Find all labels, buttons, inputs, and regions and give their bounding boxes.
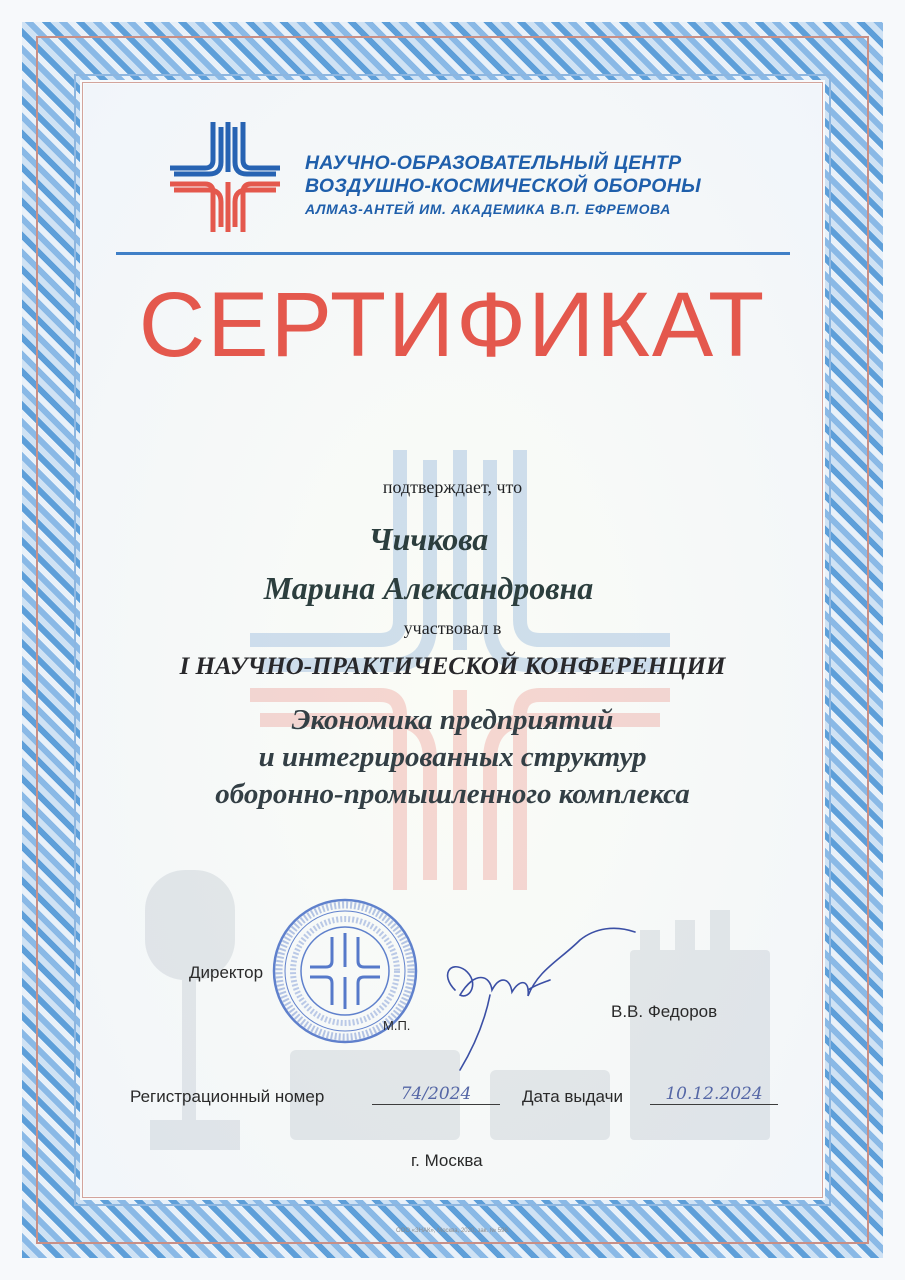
issue-date-label: Дата выдачи <box>522 1087 623 1106</box>
header-divider <box>116 252 790 255</box>
certificate-title: СЕРТИФИКАТ <box>138 274 767 376</box>
registration-number: 74/2024 <box>372 1084 500 1105</box>
organization-name-line2: ВОЗДУШНО-КОСМИЧЕСКОЙ ОБОРОНЫ <box>305 175 701 197</box>
printer-footnote: ООО «ЗНАК», Москва, 2020, зак. № 598. <box>396 1228 510 1234</box>
director-signature-icon <box>430 920 640 1080</box>
recipient-given-names: Марина Александровна <box>263 570 594 606</box>
registration-label: Регистрационный номер <box>130 1087 325 1106</box>
director-name: В.В. Федоров <box>611 1002 718 1021</box>
city-label: г. Москва <box>411 1151 483 1170</box>
confirms-text: подтверждает, что <box>382 477 523 497</box>
event-name: I НАУЧНО-ПРАКТИЧЕСКОЙ КОНФЕРЕНЦИИ <box>179 653 726 680</box>
issue-date-value: 10.12.2024 <box>650 1084 778 1105</box>
stamp-placeholder-label: М.П. <box>383 1018 411 1033</box>
topic-line-3: оборонно-промышленного комплекса <box>215 778 690 810</box>
organization-name-line1: НАУЧНО-ОБРАЗОВАТЕЛЬНЫЙ ЦЕНТР <box>305 152 682 174</box>
topic-line-1: Экономика предприятий <box>291 704 614 736</box>
organization-name <box>305 152 805 220</box>
participated-text: участвовал в <box>403 618 502 638</box>
director-label: Директор <box>189 963 264 982</box>
organization-logo-icon <box>168 122 282 232</box>
recipient-surname: Чичкова <box>368 521 489 557</box>
topic-line-2: и интегрированных структур <box>258 741 647 773</box>
organization-name-line3: АЛМАЗ-АНТЕЙ ИМ. АКАДЕМИКА В.П. ЕФРЕМОВА <box>305 201 671 217</box>
